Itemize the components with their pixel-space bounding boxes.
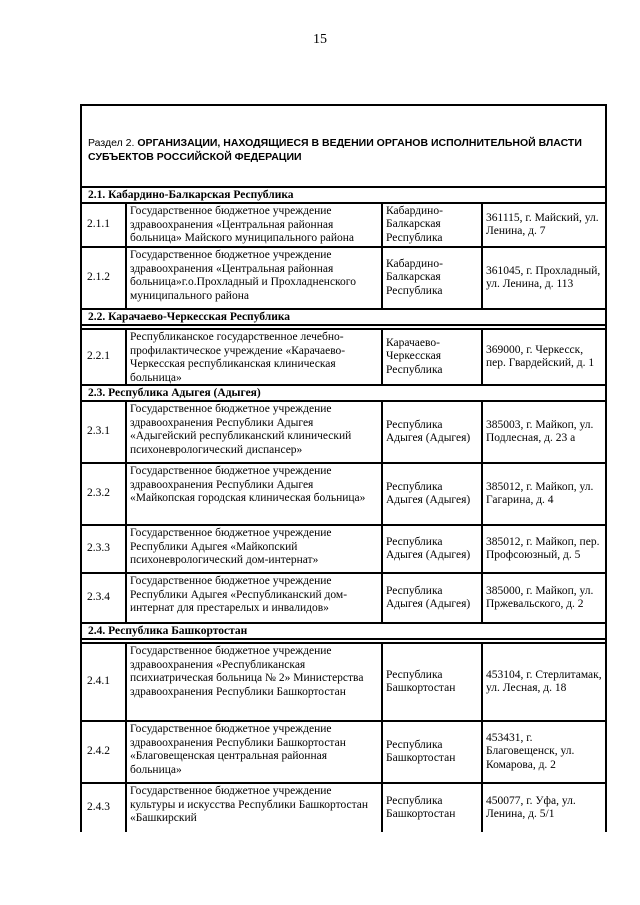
org-name: Государственное бюджетное учреждение здравоохранения «Республиканская психиатрическая больница № 2» Министерства здравоохранения Республики Башкортостан (127, 644, 383, 720)
region (383, 204, 483, 246)
row-number: 2.1.2 (82, 248, 127, 308)
address-text: 450077, г. Уфа, ул. Ленина, д. 5/1 (486, 794, 576, 820)
page-number: 15 (313, 32, 327, 47)
address (483, 402, 605, 462)
table-row (82, 464, 605, 526)
organizations-table (80, 104, 607, 832)
section-title (88, 136, 601, 164)
region (383, 784, 483, 832)
section-name: ОРГАНИЗАЦИИ, НАХОДЯЩИЕСЯ В ВЕДЕНИИ ОРГАНОВ ИСПОЛНИТЕЛЬНОЙ ВЛАСТИ СУБЪЕКТОВ РОССИЙСКОЙ ФЕДЕРАЦИИ (88, 137, 582, 163)
row-number: 2.3.2 (82, 464, 127, 524)
address (483, 330, 605, 384)
section-prefix: Раздел 2. (88, 137, 135, 149)
org-name: Государственное бюджетное учреждение культуры и искусства Республики Башкортостан «Башкирский (127, 784, 383, 832)
address-text: 369000, г. Черкесск, пер. Гвардейский, д. 1 (486, 343, 595, 369)
address (483, 722, 605, 782)
org-name: Государственное бюджетное учреждение здравоохранения Республики Башкортостан «Благовещенская центральная районная больница» (127, 722, 383, 782)
region-text: Республика Башкортостан (386, 738, 456, 764)
table-row (82, 526, 605, 574)
section-header (82, 106, 605, 188)
row-number: 2.4.2 (82, 722, 127, 782)
region-text: Кабардино-Балкарская Республика (386, 204, 443, 244)
org-name: Государственное бюджетное учреждение здравоохранения Республики Адыгея «Майкопская городская клиническая больница» (127, 464, 383, 524)
group-title: 2.2. Карачаево-Черкесская Республика (82, 310, 605, 326)
row-number: 2.3.1 (82, 402, 127, 462)
table-row (82, 574, 605, 624)
address (483, 204, 605, 246)
region (383, 722, 483, 782)
org-name: Государственное бюджетное учреждение здравоохранения «Центральная районная больница» Майского муниципального района (127, 204, 383, 246)
region-text: Республика Адыгея (Адыгея) (386, 535, 471, 561)
address (483, 574, 605, 622)
row-number: 2.4.3 (82, 784, 127, 832)
table-row (82, 644, 605, 722)
region (383, 402, 483, 462)
address-text: 361115, г. Майский, ул. Ленина, д. 7 (486, 211, 599, 237)
org-name: Государственное бюджетное учреждение здравоохранения Республики Адыгея «Адыгейский республиканский клинический психоневрологический диспансер» (127, 402, 383, 462)
table-row (82, 722, 605, 784)
region-text: Республика Адыгея (Адыгея) (386, 480, 471, 506)
group-title: 2.4. Республика Башкортостан (82, 624, 605, 640)
group-title: 2.3. Республика Адыгея (Адыгея) (82, 386, 605, 402)
region-text: Республика Башкортостан (386, 794, 456, 820)
row-number: 2.2.1 (82, 330, 127, 384)
table-row (82, 248, 605, 310)
address (483, 526, 605, 572)
region (383, 526, 483, 572)
address-text: 385003, г. Майкоп, ул. Подлесная, д. 23 а (486, 418, 594, 444)
row-number: 2.3.3 (82, 526, 127, 572)
region (383, 248, 483, 308)
table-row (82, 204, 605, 248)
table-row (82, 402, 605, 464)
table-row (82, 330, 605, 386)
address (483, 644, 605, 720)
address (483, 784, 605, 832)
address-text: 385012, г. Майкоп, ул. Гагарина, д. 4 (486, 480, 594, 506)
group-title: 2.1. Кабардино-Балкарская Республика (82, 188, 605, 204)
region-text: Кабардино-Балкарская Республика (386, 257, 443, 297)
region-text: Республика Башкортостан (386, 668, 456, 694)
region-text: Карачаево-Черкесская Республика (386, 336, 443, 376)
region (383, 644, 483, 720)
org-name: Государственное бюджетное учреждение Республики Адыгея «Республиканский дом-интернат для престарелых и инвалидов» (127, 574, 383, 622)
region-text: Республика Адыгея (Адыгея) (386, 584, 471, 610)
region-text: Республика Адыгея (Адыгея) (386, 418, 471, 444)
org-name: Республиканское государственное лечебно-профилактическое учреждение «Карачаево-Черкесская республиканская клиническая больница» (127, 330, 383, 384)
org-name: Государственное бюджетное учреждение Республики Адыгея «Майкопский психоневрологический дом-интернат» (127, 526, 383, 572)
region (383, 464, 483, 524)
address (483, 464, 605, 524)
address-text: 385012, г. Майкоп, пер. Профсоюзный, д. 5 (486, 535, 600, 561)
address-text: 453431, г. Благовещенск, ул. Комарова, д. 2 (486, 731, 575, 771)
region (383, 330, 483, 384)
org-name: Государственное бюджетное учреждение здравоохранения «Центральная районная больница»г.о.Прохладный и Прохладненского муниципального района (127, 248, 383, 308)
address-text: 453104, г. Стерлитамак, ул. Лесная, д. 18 (486, 668, 602, 694)
row-number: 2.4.1 (82, 644, 127, 720)
row-number: 2.1.1 (82, 204, 127, 246)
address-text: 361045, г. Прохладный, ул. Ленина, д. 113 (486, 264, 601, 290)
table-row (82, 784, 605, 832)
address (483, 248, 605, 308)
region (383, 574, 483, 622)
address-text: 385000, г. Майкоп, ул. Пржевальского, д. 2 (486, 584, 594, 610)
row-number: 2.3.4 (82, 574, 127, 622)
